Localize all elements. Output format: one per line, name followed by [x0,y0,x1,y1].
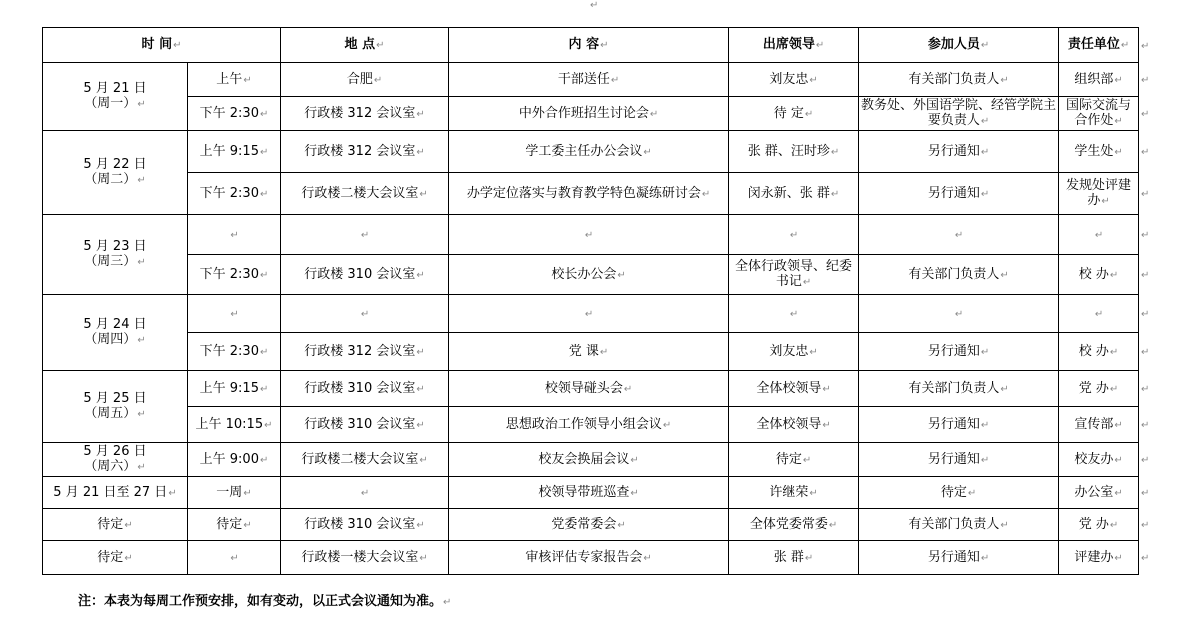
table-row [43,477,1139,509]
date-cell: 5 月 23 日 （周三）↵ [43,215,188,295]
row-end-mark: ↵ [1141,520,1150,531]
time-cell: 下午 2:30↵ [188,255,281,295]
row-end-mark: ↵ [1141,384,1150,395]
unit-cell: 党 办↵ [1059,371,1139,407]
date-cell: 待定↵ [43,541,188,575]
unit-cell: ↵ [1059,295,1139,333]
table-row [43,295,1139,333]
content-cell: 校领导带班巡查↵ [449,477,729,509]
leader-cell: 全体行政领导、纪委书记↵ [729,255,859,295]
row-end-mark: ↵ [1141,488,1150,499]
row-end-mark: ↵ [1141,455,1150,466]
leader-cell: 闵永新、张 群↵ [729,173,859,215]
attendees-cell: 教务处、外国语学院、经管学院主要负责人↵ [859,97,1059,131]
content-cell: 审核评估专家报告会↵ [449,541,729,575]
content-cell: 学工委主任办公会议↵ [449,131,729,173]
table-row [43,407,1139,443]
leader-cell: ↵ [729,295,859,333]
place-cell: 行政楼 312 会议室↵ [281,333,449,371]
content-cell: 党 课↵ [449,333,729,371]
place-cell: ↵ [281,477,449,509]
content-cell: 校友会换届会议↵ [449,443,729,477]
date-cell: 待定↵ [43,509,188,541]
leader-cell: 刘友忠↵ [729,63,859,97]
attendees-cell: 有关部门负责人↵ [859,63,1059,97]
unit-cell: 校友办↵ [1059,443,1139,477]
header-row [43,28,1139,63]
unit-cell: 发规处评建办↵ [1059,173,1139,215]
header-leader: 出席领导↵ [729,28,859,63]
attendees-cell: 另行通知↵ [859,407,1059,443]
leader-cell: 待定↵ [729,443,859,477]
leader-cell: 许继荣↵ [729,477,859,509]
unit-cell: 党 办↵ [1059,509,1139,541]
row-end-mark: ↵ [1141,75,1150,86]
attendees-cell: 另行通知↵ [859,131,1059,173]
paragraph-mark: ↵ [590,0,599,11]
place-cell: 行政楼 310 会议室↵ [281,255,449,295]
row-end-mark: ↵ [1141,109,1150,120]
time-cell: 上午↵ [188,63,281,97]
content-cell: 办学定位落实与教育教学特色凝练研讨会↵ [449,173,729,215]
date-cell: 5 月 24 日 （周四）↵ [43,295,188,371]
table-row [43,371,1139,407]
date-cell: 5 月 26 日 （周六）↵ [43,443,188,477]
time-cell: 下午 2:30↵ [188,173,281,215]
leader-cell: 刘友忠↵ [729,333,859,371]
content-cell: 党委常委会↵ [449,509,729,541]
row-end-mark: ↵ [1141,40,1150,52]
unit-cell: 校 办↵ [1059,255,1139,295]
leader-cell: 待 定↵ [729,97,859,131]
content-cell: 干部送任↵ [449,63,729,97]
table-row [43,97,1139,131]
place-cell: 行政楼二楼大会议室↵ [281,173,449,215]
attendees-cell: 另行通知↵ [859,333,1059,371]
attendees-cell: 有关部门负责人↵ [859,255,1059,295]
attendees-cell: 有关部门负责人↵ [859,371,1059,407]
place-cell: ↵ [281,215,449,255]
row-end-mark: ↵ [1141,147,1150,158]
table-row [43,63,1139,97]
time-cell: ↵ [188,295,281,333]
header-place: 地 点↵ [281,28,449,63]
header-unit: 责任单位↵ [1059,28,1139,63]
time-cell: 上午 9:15↵ [188,131,281,173]
row-end-mark: ↵ [1141,189,1150,200]
leader-cell: 张 群、汪时珍↵ [729,131,859,173]
row-end-mark: ↵ [1141,309,1150,320]
row-end-mark: ↵ [1141,420,1150,431]
time-cell: 下午 2:30↵ [188,97,281,131]
time-cell: ↵ [188,541,281,575]
table-row [43,173,1139,215]
time-cell: 上午 9:00↵ [188,443,281,477]
header-content: 内 容↵ [449,28,729,63]
place-cell: 行政楼 310 会议室↵ [281,371,449,407]
time-cell: 上午 9:15↵ [188,371,281,407]
row-end-mark: ↵ [1141,553,1150,564]
time-cell: 下午 2:30↵ [188,333,281,371]
header-attendees: 参加人员↵ [859,28,1059,63]
leader-cell: 全体党委常委↵ [729,509,859,541]
table-row [43,333,1139,371]
unit-cell: 办公室↵ [1059,477,1139,509]
place-cell: 行政楼 310 会议室↵ [281,407,449,443]
place-cell: ↵ [281,295,449,333]
attendees-cell: 有关部门负责人↵ [859,509,1059,541]
footnote: 注：本表为每周工作预安排，如有变动，以正式会议通知为准。↵ [78,594,452,609]
content-cell: 校长办公会↵ [449,255,729,295]
row-end-mark: ↵ [1141,347,1150,358]
leader-cell: 全体校领导↵ [729,371,859,407]
content-cell: 思想政治工作领导小组会议↵ [449,407,729,443]
date-cell: 5 月 25 日 （周五）↵ [43,371,188,443]
attendees-cell: ↵ [859,215,1059,255]
attendees-cell: 待定↵ [859,477,1059,509]
date-cell: 5 月 22 日 （周二）↵ [43,131,188,215]
weekly-schedule-table [42,27,1139,575]
leader-cell: 张 群↵ [729,541,859,575]
date-cell: 5 月 21 日至 27 日↵ [43,477,188,509]
date-cell: 5 月 21 日 （周一）↵ [43,63,188,131]
row-end-mark: ↵ [1141,230,1150,241]
unit-cell: 校 办↵ [1059,333,1139,371]
place-cell: 行政楼二楼大会议室↵ [281,443,449,477]
time-cell: 待定↵ [188,509,281,541]
unit-cell: 学生处↵ [1059,131,1139,173]
content-cell: 中外合作班招生讨论会↵ [449,97,729,131]
leader-cell: 全体校领导↵ [729,407,859,443]
content-cell: ↵ [449,215,729,255]
time-cell: 一周↵ [188,477,281,509]
place-cell: 行政楼 312 会议室↵ [281,97,449,131]
leader-cell: ↵ [729,215,859,255]
time-cell: 上午 10:15↵ [188,407,281,443]
attendees-cell: ↵ [859,295,1059,333]
table-row [43,541,1139,575]
table-row [43,255,1139,295]
unit-cell: 评建办↵ [1059,541,1139,575]
place-cell: 行政楼 310 会议室↵ [281,509,449,541]
place-cell: 行政楼一楼大会议室↵ [281,541,449,575]
row-end-mark: ↵ [1141,270,1150,281]
attendees-cell: 另行通知↵ [859,541,1059,575]
unit-cell: 组织部↵ [1059,63,1139,97]
table-row [43,131,1139,173]
table-row [43,443,1139,477]
unit-cell: 国际交流与合作处↵ [1059,97,1139,131]
header-time: 时 间↵ [43,28,281,63]
content-cell: 校领导碰头会↵ [449,371,729,407]
time-cell: ↵ [188,215,281,255]
place-cell: 合肥↵ [281,63,449,97]
unit-cell: ↵ [1059,215,1139,255]
place-cell: 行政楼 312 会议室↵ [281,131,449,173]
content-cell: ↵ [449,295,729,333]
table-row [43,509,1139,541]
attendees-cell: 另行通知↵ [859,173,1059,215]
attendees-cell: 另行通知↵ [859,443,1059,477]
table-row [43,215,1139,255]
unit-cell: 宣传部↵ [1059,407,1139,443]
